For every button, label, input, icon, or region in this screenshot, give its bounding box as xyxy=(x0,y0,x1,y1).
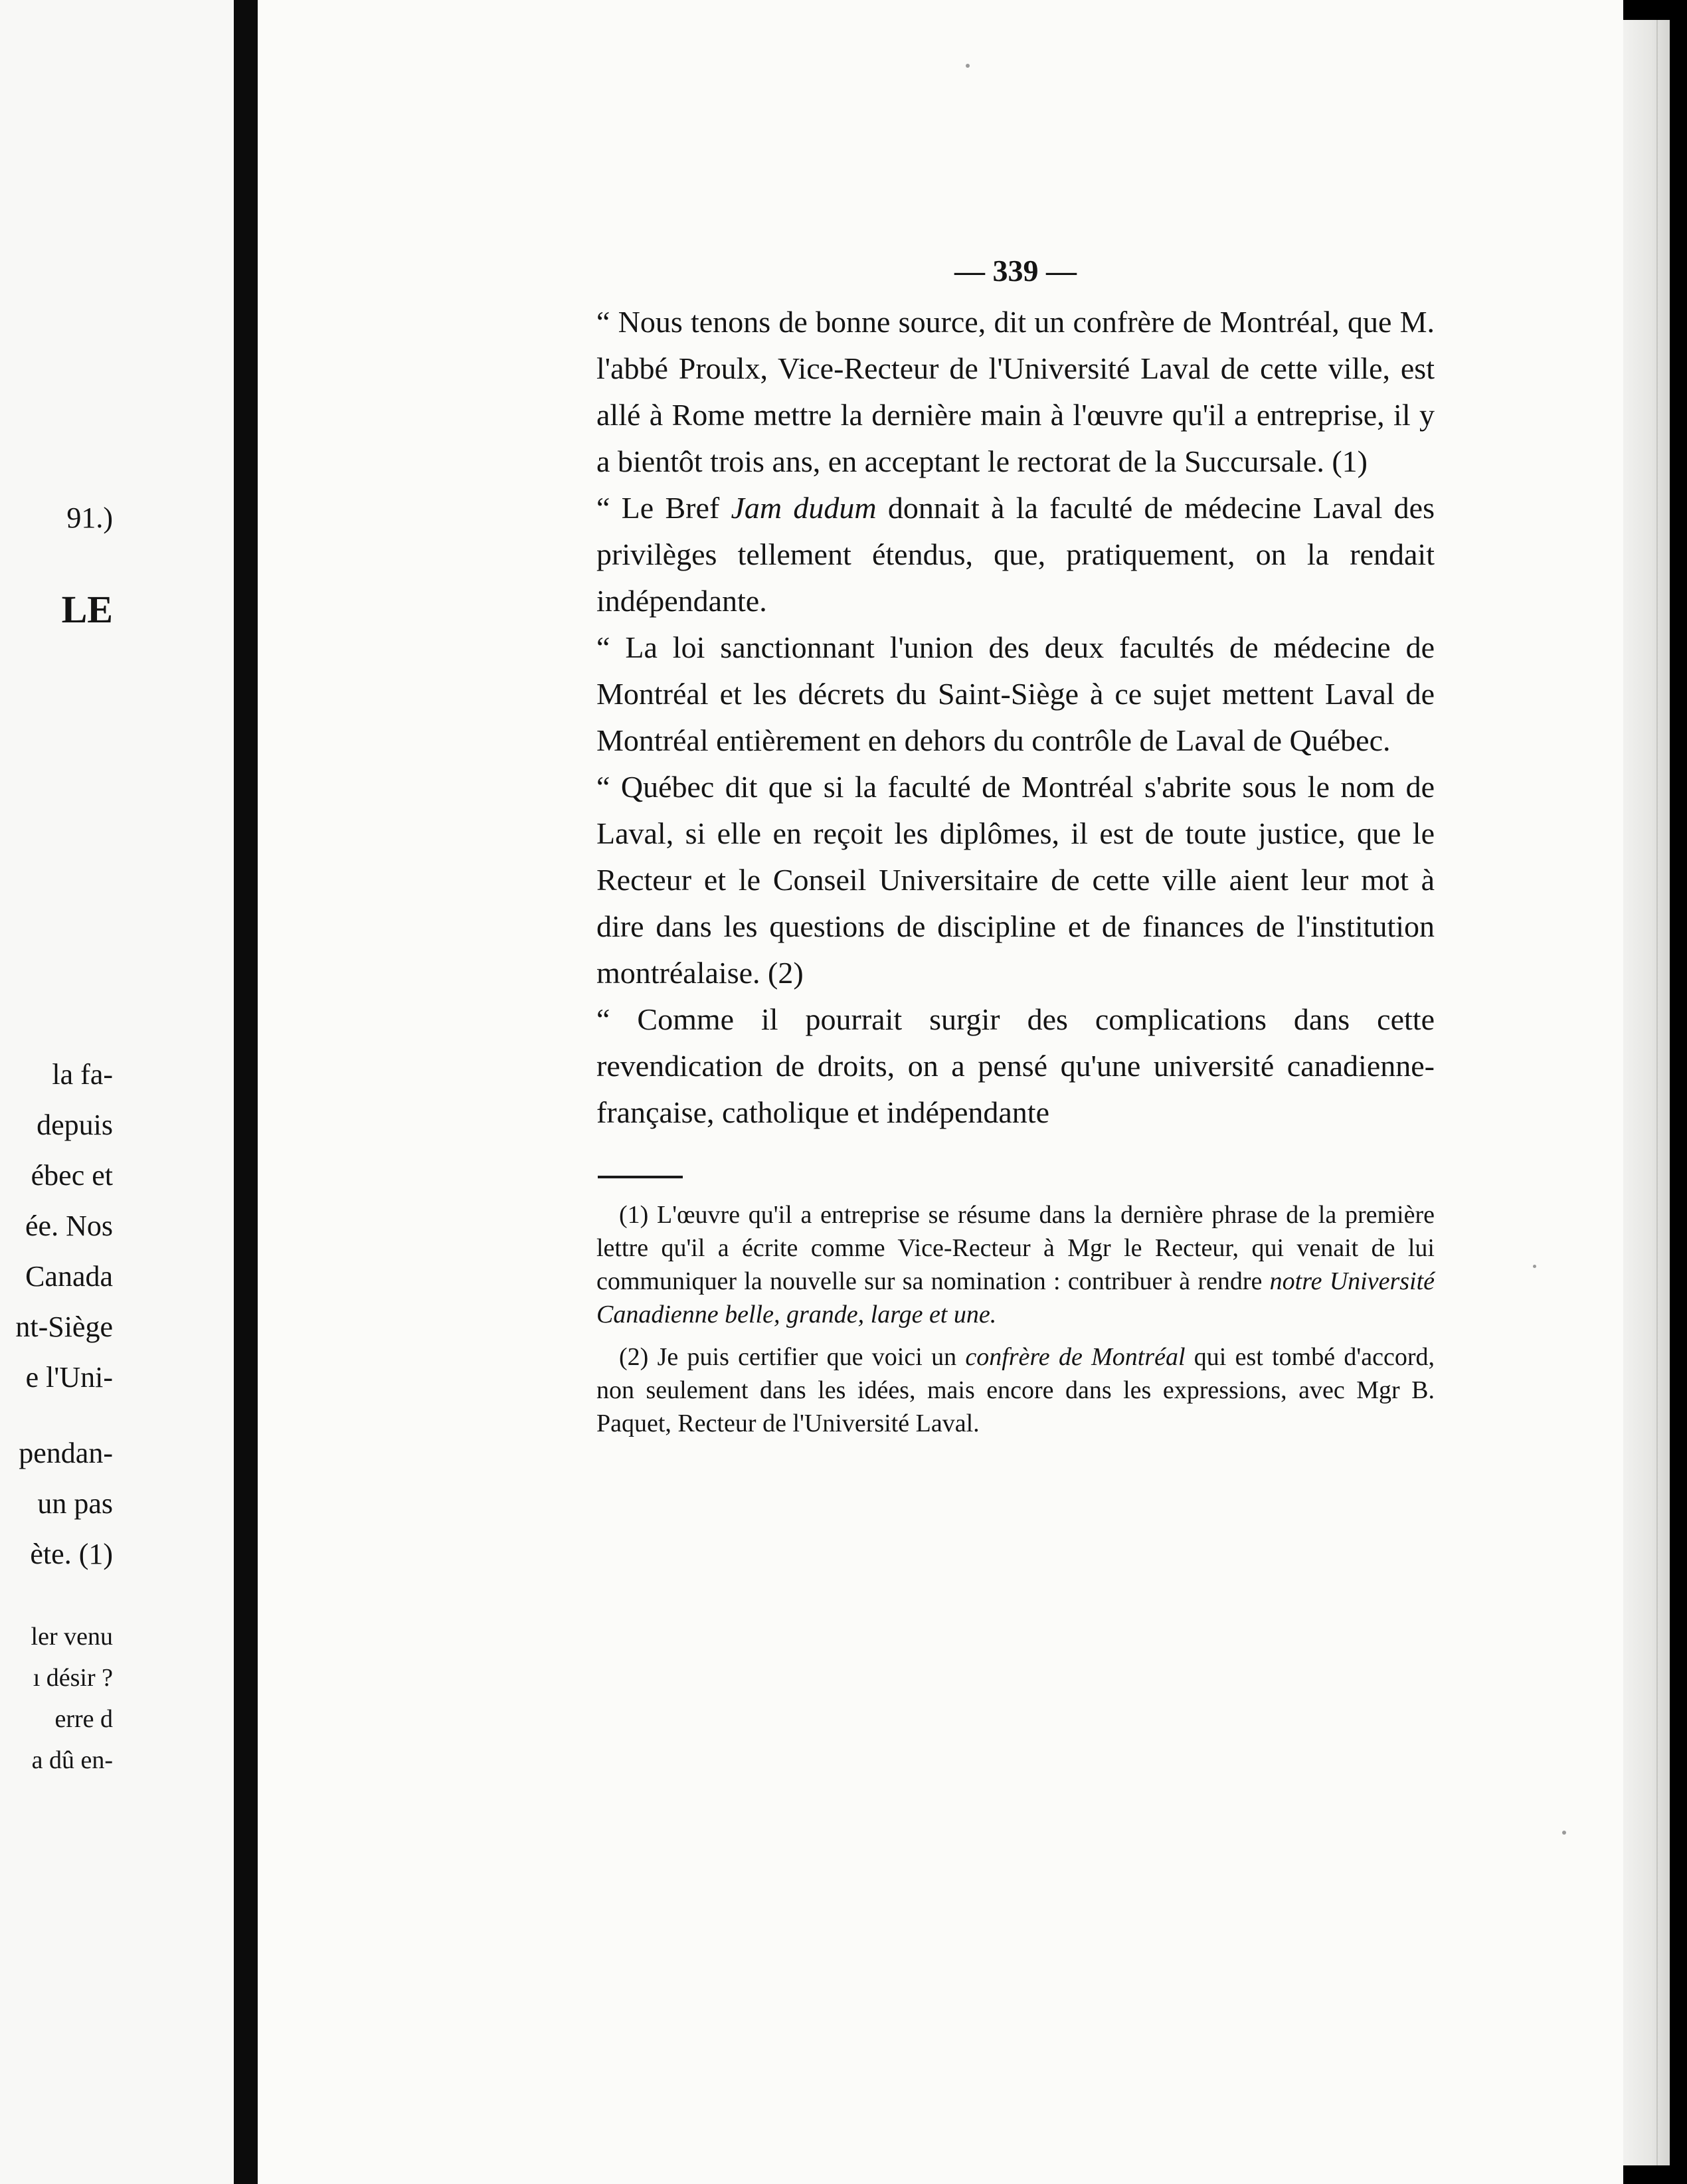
footnote-2 xyxy=(596,1340,1435,1440)
left-page-text-fragment: Canada xyxy=(25,1260,113,1293)
paragraph-2-text: donnait à la faculté de médecine Laval des privilèges tellement étendus, que, pratiquement, on la rendait indépendante. xyxy=(596,491,1435,618)
page-edge xyxy=(1623,20,1670,2165)
left-page-text-fragment: ler venu xyxy=(31,1623,113,1651)
left-page-text-fragment: ı désir ? xyxy=(33,1664,113,1692)
footnote-1-italic: notre Université Canadienne belle, grande, large et une. xyxy=(596,1267,1435,1328)
left-page-text-fragment: ète. (1) xyxy=(30,1538,113,1570)
footnote-1-text: (1) L'œuvre qu'il a entreprise se résume dans la dernière phrase de la première lettre qu'il a écrite comme Vice-Recteur à Mgr le Recteur, qui venait de lui communiquer la nouvelle sur sa nomination : contribuer à rendre xyxy=(596,1201,1435,1295)
right-page xyxy=(258,0,1623,2184)
paper-speck xyxy=(1533,1265,1536,1268)
left-page-text-fragment: un pas xyxy=(37,1487,113,1520)
footnote-2-text: (2) Je puis certifier que voici un xyxy=(619,1343,966,1371)
paragraph-3: “ La loi sanctionnant l'union des deux facultés de médecine de Montréal et les décrets du Saint-Siège à ce sujet mettent Laval de Montréal entièrement en dehors du contrôle de Laval de Québec. xyxy=(596,630,1435,757)
paragraph-2-italic: Jam dudum xyxy=(731,491,877,525)
left-page-text-fragment: ée. Nos xyxy=(25,1210,113,1242)
page-number: — 339 — xyxy=(954,254,1077,288)
left-page-text-fragment: depuis xyxy=(37,1109,113,1141)
paper-speck xyxy=(1562,1831,1566,1835)
paragraph-4: “ Québec dit que si la faculté de Montréal s'abrite sous le nom de Laval, si elle en reçoit les diplômes, il est de toute justice, que le Recteur et le Conseil Universitaire de cette ville aient leur mot à dire dans les questions de discipline et de finances de l'institution montréalaise. (2) xyxy=(596,770,1435,990)
left-page-text-fragment: LE xyxy=(61,588,113,631)
left-page-text-fragment: erre d xyxy=(54,1705,113,1733)
left-page-text-fragment: la fa- xyxy=(52,1058,113,1091)
paper-speck xyxy=(966,64,970,68)
left-page-text-fragment: 91.) xyxy=(66,501,113,534)
left-page-text-fragment: ébec et xyxy=(31,1159,113,1192)
paragraph-5: “ Comme il pourrait surgir des complications dans cette revendication de droits, on a pensé qu'une université canadienne-française, catholique et indépendante xyxy=(596,1002,1435,1129)
footnote-2-text: qui est tombé d'accord, non seulement dans les idées, mais encore dans les expressions, avec Mgr B. Paquet, Recteur de l'Université Laval. xyxy=(596,1343,1435,1437)
footnote-rule xyxy=(598,1176,683,1178)
left-page-text-fragment: nt-Siège xyxy=(15,1311,113,1343)
left-page-text-fragment: pendan- xyxy=(19,1437,113,1469)
paragraph-2-text: “ Le Bref xyxy=(596,491,731,525)
footnote-2-italic: confrère de Montréal xyxy=(965,1343,1186,1371)
book-gutter xyxy=(234,0,258,2184)
left-page-text-fragment: e l'Uni- xyxy=(25,1361,113,1394)
text-column xyxy=(596,252,1435,1449)
left-page-fragment xyxy=(0,0,234,2184)
left-page-text-fragment: a dû en- xyxy=(31,1746,113,1774)
paragraph-2 xyxy=(596,485,1435,624)
footnote-1 xyxy=(596,1198,1435,1331)
paragraph-1: “ Nous tenons de bonne source, dit un confrère de Montréal, que M. l'abbé Proulx, Vice-Recteur de l'Université Laval de cette ville, est allé à Rome mettre la dernière main à l'œuvre qu'il a entreprise, il y a bientôt trois ans, en acceptant le rectorat de la Succursale. (1) xyxy=(596,305,1435,478)
